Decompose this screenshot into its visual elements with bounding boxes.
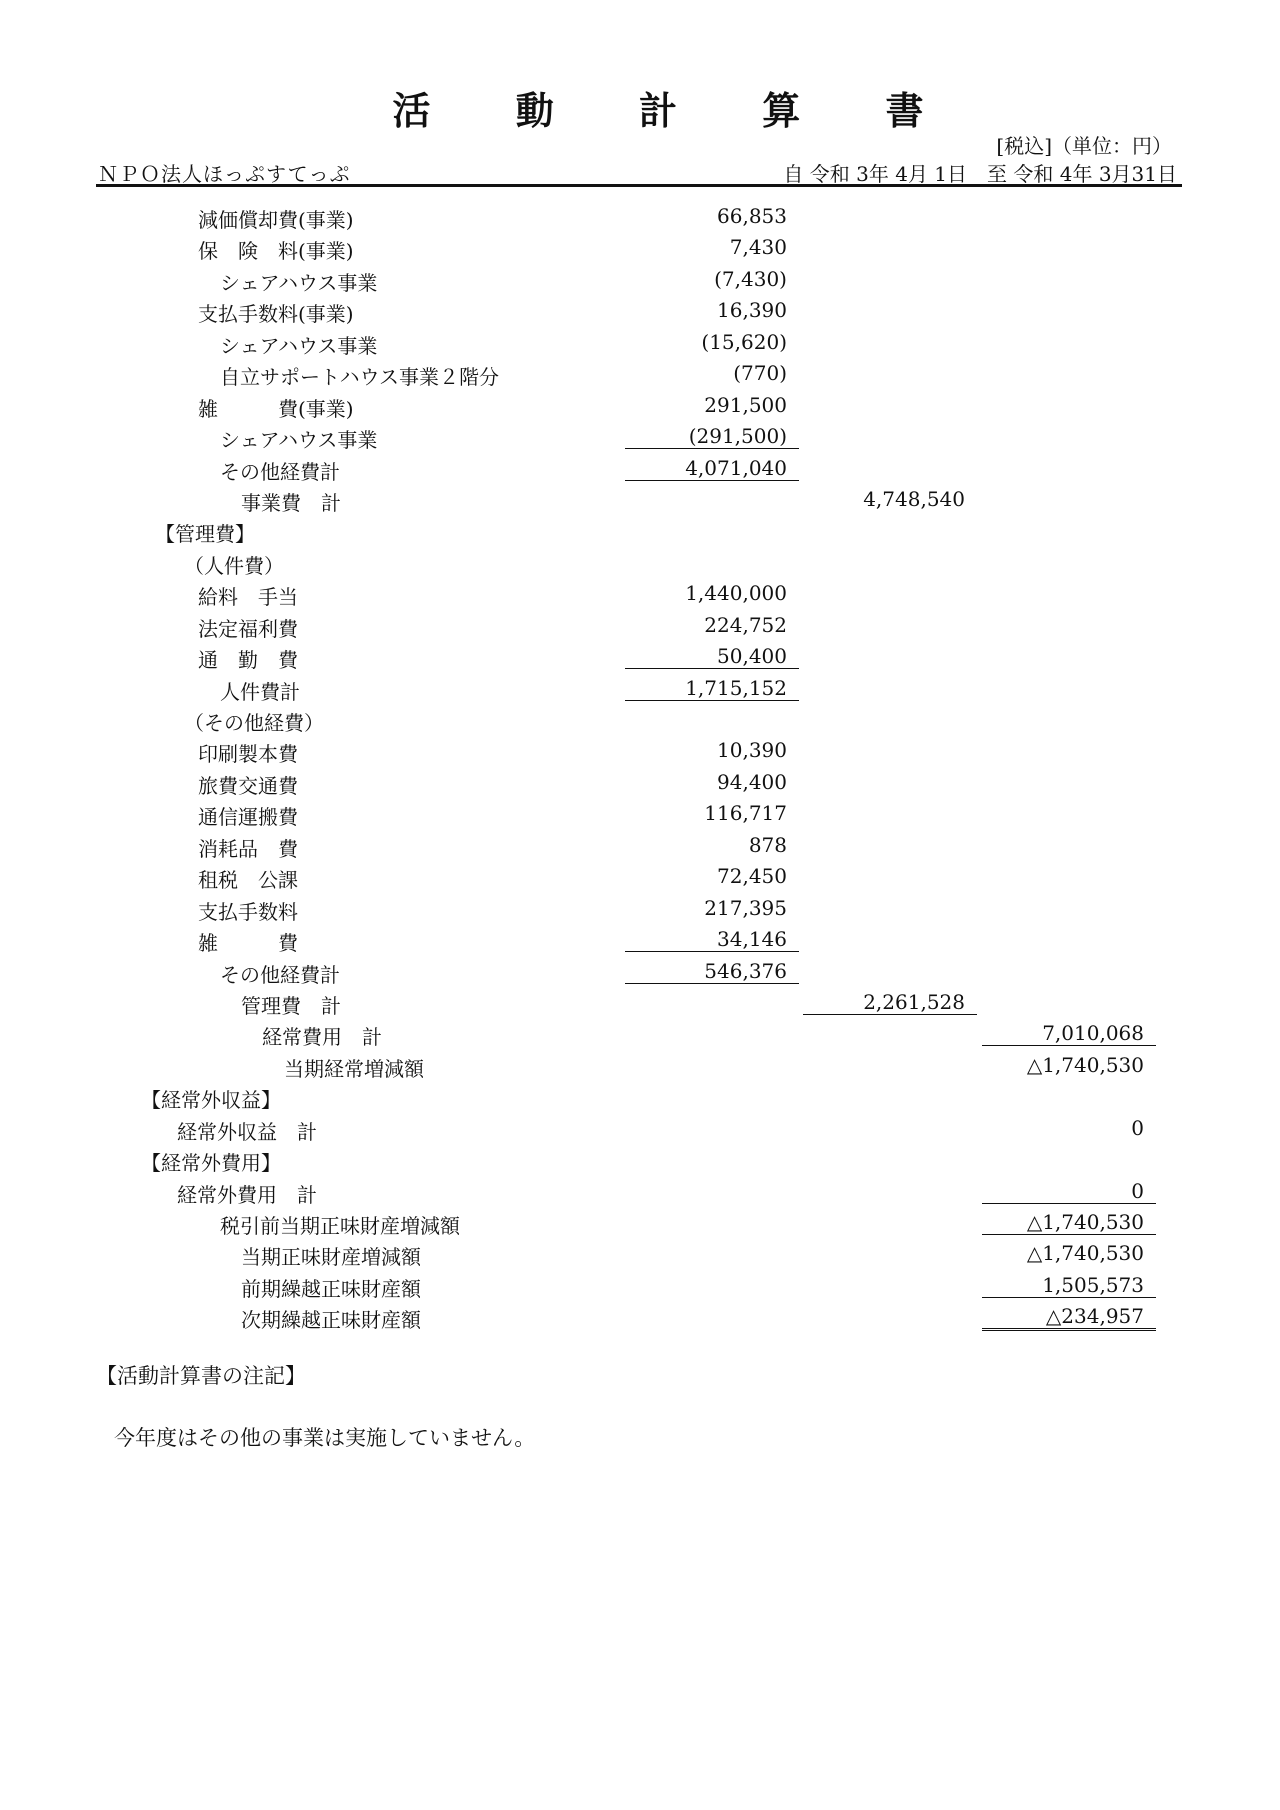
statement-row [0,452,1280,483]
amount-detail: (291,500) [625,424,799,449]
statement-row [0,1143,1280,1174]
amount-total: △234,957 [982,1304,1156,1331]
statement-row [0,357,1280,388]
statement-row [0,955,1280,986]
statement-row [0,1237,1280,1268]
section-heading: 【管理費】 [155,522,255,547]
amount-detail: 1,715,152 [625,676,799,701]
statement-row [0,609,1280,640]
statement-row [0,1112,1280,1143]
row-label: 支払手数料(事業) [198,302,354,327]
header-rule [96,184,1182,187]
amount-detail: 50,400 [625,644,799,669]
amount-detail: (7,430) [714,266,787,291]
amount-detail: 291,500 [704,392,787,417]
section-heading: 【経常外費用】 [141,1151,281,1176]
amount-subtotal: 2,261,528 [803,990,977,1015]
amount-detail: 7,430 [729,235,787,260]
statement-row [0,766,1280,797]
amount-detail: 878 [748,832,787,857]
row-label: 支払手数料 [198,899,298,924]
statement-row [0,797,1280,828]
statement-row [0,640,1280,671]
row-label: 消耗品 費 [198,836,298,861]
amount-detail: 546,376 [625,959,799,984]
row-label: 自立サポートハウス事業２階分 [220,365,499,390]
row-label: 前期繰越正味財産額 [241,1276,421,1301]
amount-detail: 16,390 [717,298,787,323]
statement-row [0,200,1280,231]
unit-note: [税込]（単位：円） [996,134,1172,158]
row-label: 減価償却費(事業) [198,208,354,232]
statement-row [0,829,1280,860]
amount-subtotal: 4,748,540 [863,486,965,511]
statement-row [0,734,1280,765]
row-label: 経常外収益 計 [177,1119,317,1144]
row-label: 当期正味財産増減額 [241,1245,421,1270]
amount-detail: 116,717 [704,801,787,826]
statement-row [0,231,1280,262]
amount-detail: 10,390 [717,738,787,763]
statement-table [0,200,1280,1332]
row-label: 旅費交通費 [198,773,298,798]
row-label: 印刷製本費 [198,742,298,767]
statement-row [0,892,1280,923]
amount-detail: 72,450 [717,864,787,889]
row-label: 法定福利費 [198,616,298,641]
statement-row [0,263,1280,294]
statement-row [0,1175,1280,1206]
notes-text: 今年度はその他の事業は実施していません。 [114,1426,536,1450]
subsection-heading: （その他経費） [184,711,324,735]
row-label: シェアハウス事業 [220,270,378,295]
statement-row [0,420,1280,451]
row-label: 経常外費用 計 [177,1182,317,1207]
amount-total: △1,740,530 [1026,1052,1144,1077]
notes-heading: 【活動計算書の注記】 [96,1364,306,1388]
statement-row [0,483,1280,514]
fiscal-period: 自 令和 3年 4月 1日 至 令和 4年 3月31日 [783,162,1177,186]
statement-row [0,577,1280,608]
amount-total: 1,505,573 [982,1273,1156,1298]
subsection-heading: （人件費） [184,553,284,578]
amount-detail: 66,853 [717,204,787,228]
row-label: 経常費用 計 [262,1025,382,1050]
row-label: 通 勤 費 [198,648,298,673]
statement-row [0,326,1280,357]
amount-detail: 4,071,040 [625,456,799,481]
row-label: 通信運搬費 [198,805,298,830]
row-label: 管理費 計 [241,993,341,1018]
statement-row [0,986,1280,1017]
statement-row [0,514,1280,545]
statement-row [0,1269,1280,1300]
amount-detail: 1,440,000 [685,581,787,606]
row-label: 当期経常増減額 [284,1056,424,1081]
statement-row [0,546,1280,577]
statement-row [0,1049,1280,1080]
statement-row [0,294,1280,325]
amount-detail: (15,620) [701,329,787,354]
statement-row [0,860,1280,891]
row-label: 租税 公課 [198,868,298,893]
statement-row [0,672,1280,703]
amount-detail: 217,395 [704,895,787,920]
amount-total: 0 [982,1179,1156,1204]
statement-row [0,703,1280,734]
organization-name: ＮＰＯ法人ほっぷすてっぷ [98,162,351,186]
statement-row [0,1300,1280,1331]
amount-detail: (770) [733,361,787,386]
statement-row [0,1206,1280,1237]
row-label: 雑 費(事業) [198,396,354,421]
amount-total: 0 [1131,1115,1144,1140]
row-label: 事業費 計 [241,490,341,515]
row-label: シェアハウス事業 [220,333,378,358]
amount-detail: 34,146 [625,927,799,952]
row-label: シェアハウス事業 [220,428,378,453]
document-title: 活 動 計 算 書 [392,88,960,133]
row-label: 保 険 料(事業) [198,239,354,264]
row-label: 税引前当期正味財産増減額 [220,1214,460,1238]
amount-total: △1,740,530 [1026,1241,1144,1266]
amount-total: △1,740,530 [982,1210,1156,1235]
row-label: 雑 費 [198,931,298,956]
statement-row [0,923,1280,954]
row-label: その他経費計 [220,459,340,484]
row-label: 給料 手当 [198,585,298,610]
row-label: その他経費計 [220,962,340,987]
amount-detail: 224,752 [704,612,787,637]
statement-row [0,1080,1280,1111]
amount-total: 7,010,068 [982,1021,1156,1046]
amount-detail: 94,400 [717,769,787,794]
row-label: 人件費計 [220,679,300,704]
section-heading: 【経常外収益】 [141,1088,281,1113]
statement-row [0,1017,1280,1048]
row-label: 次期繰越正味財産額 [241,1308,421,1333]
statement-row [0,389,1280,420]
